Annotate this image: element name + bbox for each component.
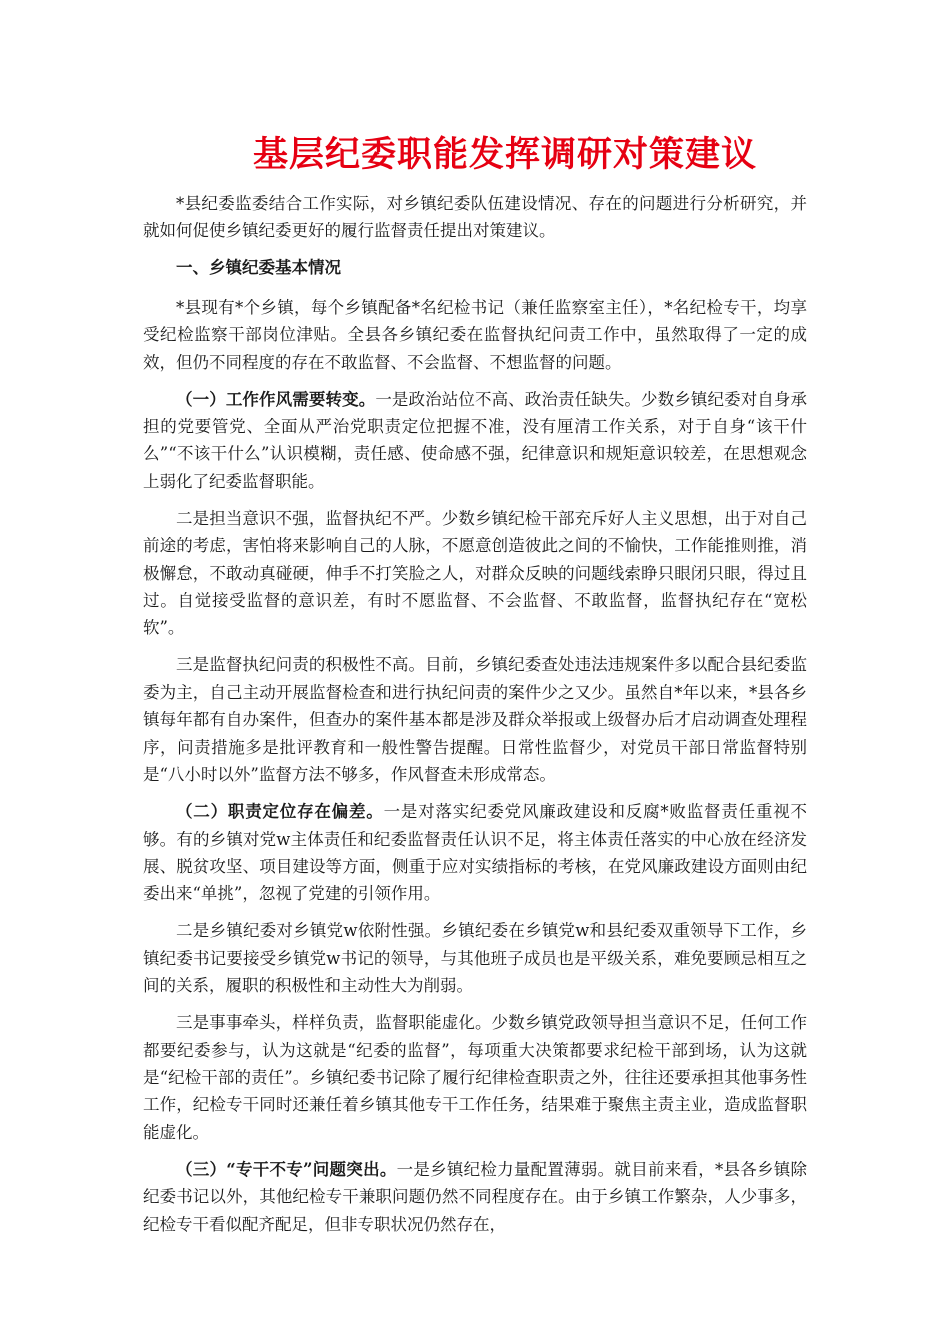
subsection-1-paragraph	[143, 386, 807, 496]
subsection-2-text: 一是对落实纪委党风廉政建设和反腐*败监督责任重视不够。有的乡镇对党w主体责任和纪委监督责任认识不足，将主体责任落实的中心放在经济发展、脱贫攻坚、项目建设等方面，侧重于应对实绩指标的考核，在党风廉政建设方面则由纪委出来“单挑”，忽视了党建的引领作用。	[143, 802, 808, 904]
subsection-1-paragraph-2: 二是担当意识不强，监督执纪不严。少数乡镇纪检干部充斥好人主义思想，出于对自己前途的考虑，害怕将来影响自己的人脉，不愿意创造彼此之间的不愉快，工作能推则推，消极懈怠，不敢动真碰硬，伸手不打笑脸之人，对群众反映的问题线索睁只眼闭只眼，得过且过。自觉接受监督的意识差，有时不愿监督、不会监督、不敢监督，监督执纪存在“宽松软”。	[143, 508, 807, 638]
subsection-1-text: 一是政治站位不高、政治责任缺失。少数乡镇纪委对自身承担的党要管党、全面从严治党职责定位把握不准，没有厘清工作关系，对于自身“该干什么”“不该干什么”认识模糊，责任感、使命感不强，纪律意识和规矩意识较差，在思想观念上弱化了纪委监督职能。	[143, 389, 808, 491]
subsection-2-heading: （二）职责定位存在偏差。	[176, 802, 384, 822]
subsection-2-paragraph-2: 二是乡镇纪委对乡镇党w依附性强。乡镇纪委在乡镇党w和县纪委双重领导下工作，乡镇纪委书记要接受乡镇党w书记的领导，与其他班子成员也是平级关系，难免要顾忌相互之间的关系，履职的积极性和主动性大为削弱。	[143, 921, 807, 996]
subsection-3-heading: （三）“专干不专”问题突出。	[176, 1159, 397, 1179]
subsection-3-text: 一是乡镇纪检力量配置薄弱。就目前来看，*县各乡镇除纪委书记以外，其他纪检专干兼职问题仍然不同程度存在。由于乡镇工作繁杂，人少事多，纪检专干看似配齐配足，但非专职状况仍然存在，	[143, 1159, 808, 1234]
subsection-1-heading: （一）工作作风需要转变。	[176, 389, 376, 409]
document-title: 基层纪委职能发挥调研对策建议	[252, 134, 757, 175]
document-body	[143, 190, 807, 1248]
subsection-1-paragraph-3: 三是监督执纪问责的积极性不高。目前，乡镇纪委查处违法违规案件多以配合县纪委监委为主，自己主动开展监督检查和进行执纪问责的案件少之又少。虽然自*年以来，*县各乡镇每年都有自办案件，但查办的案件基本都是涉及群众举报或上级督办后才启动调查处理程序，问责措施多是批评教育和一般性警告提醒。日常性监督少，对党员干部日常监督特别是“八小时以外”监督方法不够多，作风督查未形成常态。	[143, 655, 807, 785]
basic-situation-paragraph: *县现有*个乡镇，每个乡镇配备*名纪检书记（兼任监察室主任），*名纪检专干，均享受纪检监察干部岗位津贴。全县各乡镇纪委在监督执纪问责工作中，虽然取得了一定的成效，但仍不同程度的存在不敢监督、不会监督、不想监督的问题。	[143, 297, 807, 372]
subsection-2-paragraph-3: 三是事事牵头，样样负责，监督职能虚化。少数乡镇党政领导担当意识不足，任何工作都要纪委参与，认为这就是“纪委的监督”，每项重大决策都要求纪检干部到场，认为这就是“纪检干部的责任”。乡镇纪委书记除了履行纪律检查职责之外，往往还要承担其他事务性工作，纪检专干同时还兼任着乡镇其他专干工作任务，结果难于聚焦主责主业，造成监督职能虚化。	[143, 1013, 807, 1142]
intro-paragraph: *县纪委监委结合工作实际，对乡镇纪委队伍建设情况、存在的问题进行分析研究，并就如何促使乡镇纪委更好的履行监督责任提出对策建议。	[143, 194, 807, 241]
subsection-3-paragraph	[143, 1156, 807, 1238]
subsection-2-paragraph	[143, 798, 807, 908]
section-heading: 一、乡镇纪委基本情况	[176, 258, 341, 278]
